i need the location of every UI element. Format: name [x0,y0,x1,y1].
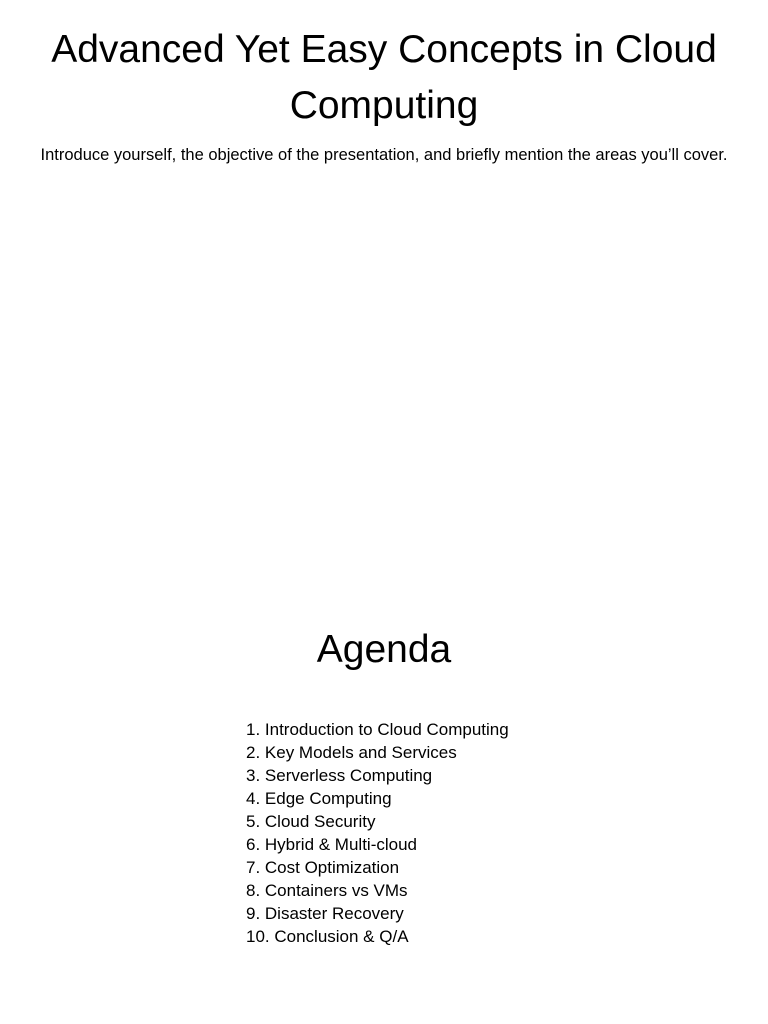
agenda-list [246,718,509,948]
agenda-item: 9. Disaster Recovery [246,904,404,923]
agenda-item: 5. Cloud Security [246,812,376,831]
agenda-item: 2. Key Models and Services [246,743,457,762]
agenda-title: Agenda [316,628,452,671]
agenda-item: 6. Hybrid & Multi-cloud [246,835,418,854]
agenda-item: 7. Cost Optimization [246,858,400,877]
agenda-item: 8. Containers vs VMs [246,881,408,900]
slide-title: Advanced Yet Easy Concepts in Cloud Computing [51,28,717,127]
slide-subtitle: Introduce yourself, the objective of the presentation, and briefly mention the areas you’ll cover. [40,146,728,164]
agenda-item: 3. Serverless Computing [246,766,433,785]
agenda-item: 10. Conclusion & Q/A [246,927,409,946]
agenda-item: 4. Edge Computing [246,789,392,808]
agenda-item: 1. Introduction to Cloud Computing [246,720,509,739]
agenda-slide [0,576,768,1024]
